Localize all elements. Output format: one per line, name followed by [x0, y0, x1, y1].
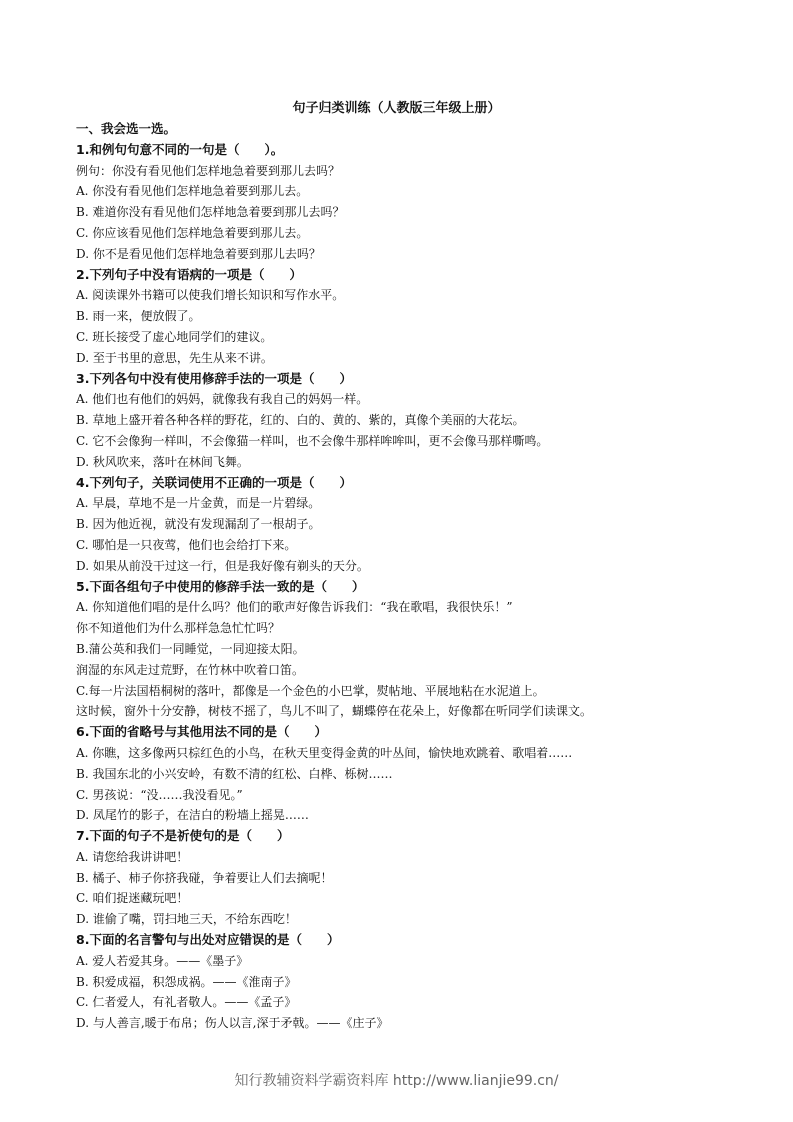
question-line: C. 仁者爱人，有礼者敬人。——《孟子》 — [76, 995, 297, 1010]
question-line: A. 他们也有他们的妈妈，就像我有我自己的妈妈一样。 — [76, 392, 369, 407]
question-line: A. 你知道他们唱的是什么吗？他们的歌声好像告诉我们：“我在歌唱，我很快乐！” — [76, 600, 513, 615]
question-line: 你不知道他们为什么那样急急忙忙吗？ — [76, 621, 281, 636]
question-line: C. 哪怕是一只夜莺，他们也会给打下来。 — [76, 537, 297, 552]
question-line: C. 它不会像狗一样叫，不会像猫一样叫，也不会像牛那样哞哞叫，更不会像马那样嘶鸣。 — [76, 433, 549, 448]
question-line: C. 你应该看见他们怎样地急着要到那儿去。 — [76, 225, 309, 240]
question-line: A. 早晨，草地不是一片金黄，而是一片碧绿。 — [76, 496, 321, 511]
question-line: A. 你瞧，这多像两只棕红色的小鸟，在秋天里变得金黄的叶丛间，愉快地欢跳着、歌唱着…… — [76, 745, 573, 760]
question-line: A. 阅读课外书籍可以使我们增长知识和写作水平。 — [76, 288, 345, 303]
page-title: 句子归类训练（人教版三年级上册） — [292, 101, 501, 116]
question-line: 这时候，窗外十分安静，树枝不摇了，鸟儿不叫了，蝴蝶停在花朵上，好像都在听同学们读课文。 — [76, 704, 593, 719]
question-line: 例句：你没有看见他们怎样地急着要到那儿去吗？ — [76, 163, 341, 178]
question-line: B. 橘子、柿子你挤我碰，争着要让人们去摘呢！ — [76, 870, 333, 885]
question-stem: 4.下列句子，关联词使用不正确的一项是（ ） — [76, 474, 352, 490]
question-line: D. 与人善言,暖于布帛；伤人以言,深于矛戟。——《庄子》 — [76, 1016, 389, 1031]
question-line: B. 积爱成福，积怨成祸。——《淮南子》 — [76, 974, 297, 989]
question-line: D. 凤尾竹的影子，在洁白的粉墙上摇晃…… — [76, 808, 309, 823]
question-line: D. 谁偷了嘴，罚扫地三天，不给东西吃！ — [76, 912, 297, 927]
question-line: B. 因为他近视，就没有发现漏刮了一根胡子。 — [76, 517, 321, 532]
question-line: C. 班长接受了虚心地同学们的建议。 — [76, 329, 273, 344]
question-line: C. 男孩说：“没……我没看见。” — [76, 787, 243, 802]
section-heading: 一、我会选一选。 — [76, 121, 177, 136]
question-stem: 5.下面各组句子中使用的修辞手法一致的是（ ） — [76, 578, 365, 594]
question-line: B. 雨一来，便放假了。 — [76, 309, 201, 324]
question-stem: 6.下面的省略号与其他用法不同的是（ ） — [76, 724, 327, 740]
question-list — [76, 119, 766, 1034]
question-line: D. 如果从前没干过这一行，但是我好像有剃头的天分。 — [76, 558, 369, 573]
question-line: B. 我国东北的小兴安岭，有数不清的红松、白桦、栎树…… — [76, 766, 393, 781]
question-stem: 8.下面的名言警句与出处对应错误的是（ ） — [76, 932, 340, 948]
question-line: A. 爱人若爱其身。——《墨子》 — [76, 953, 249, 968]
question-line: C. 咱们捉迷藏玩吧！ — [76, 891, 189, 906]
question-stem: 2.下列句子中没有语病的一项是（ ） — [76, 266, 302, 282]
question-line: D. 你不是看见他们怎样地急着要到那儿去吗？ — [76, 246, 321, 261]
question-stem: 1.和例句句意不同的一句是（ ）。 — [76, 141, 284, 157]
question-line: B. 草地上盛开着各种各样的野花，红的、白的、黄的、紫的，真像个美丽的大花坛。 — [76, 413, 525, 428]
question-line: 润湿的东风走过荒野，在竹林中吹着口笛。 — [76, 662, 305, 677]
question-line: D. 至于书里的意思，先生从来不讲。 — [76, 350, 273, 365]
question-line: C.每一片法国梧桐树的落叶，都像是一个金色的小巴掌，熨帖地、平展地粘在水泥道上。 — [76, 683, 545, 698]
question-stem: 3.下列各句中没有使用修辞手法的一项是（ ） — [76, 370, 352, 386]
question-line: B.蒲公英和我们一同睡觉，一同迎接太阳。 — [76, 641, 305, 656]
question-stem: 7.下面的句子不是祈使句的是（ ） — [76, 828, 290, 844]
question-line: A. 你没有看见他们怎样地急着要到那儿去。 — [76, 184, 309, 199]
footer-watermark: 知行教辅资料学霸资料库 http://www.lianjie99.cn/ — [234, 1073, 559, 1089]
question-line: B. 难道你没有看见他们怎样地急着要到那儿去吗？ — [76, 205, 345, 220]
question-line: A. 请您给我讲讲吧！ — [76, 849, 189, 864]
question-line: D. 秋风吹来，落叶在林间飞舞。 — [76, 454, 249, 469]
